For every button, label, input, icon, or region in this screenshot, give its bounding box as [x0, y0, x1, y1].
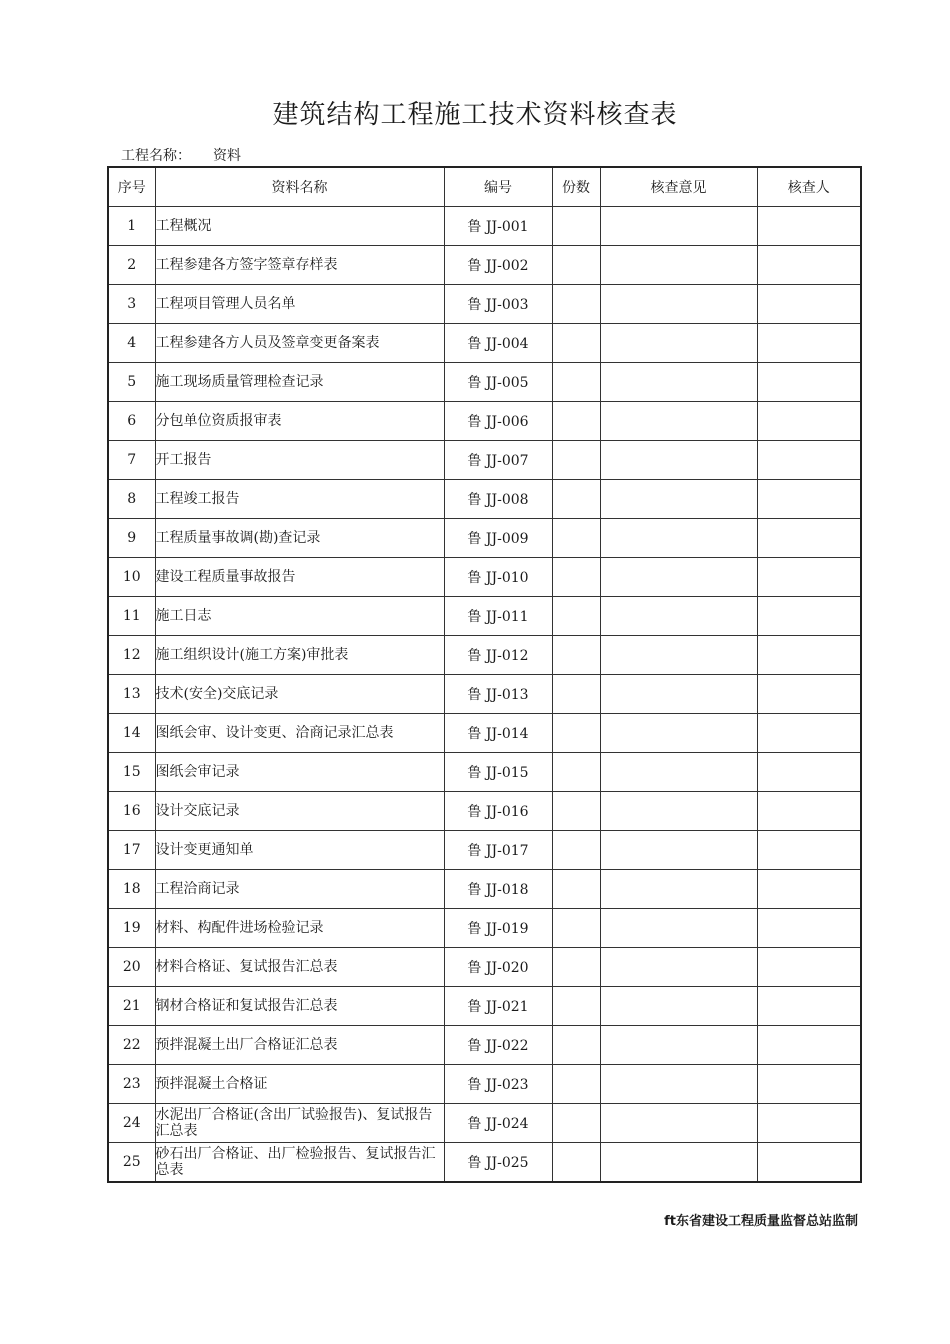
row-copies-cell — [552, 714, 600, 753]
row-opinion-cell — [600, 597, 757, 636]
row-index: 1 — [108, 207, 155, 246]
row-document-code: 鲁 JJ-006 — [444, 402, 552, 441]
row-opinion-cell — [600, 480, 757, 519]
row-document-name: 施工现场质量管理检查记录 — [155, 363, 444, 402]
inspection-table — [107, 166, 862, 1183]
row-document-name: 技术(安全)交底记录 — [155, 675, 444, 714]
row-document-code: 鲁 JJ-019 — [444, 909, 552, 948]
row-document-code: 鲁 JJ-001 — [444, 207, 552, 246]
row-inspector-cell — [757, 480, 861, 519]
row-inspector-cell — [757, 363, 861, 402]
row-inspector-cell — [757, 285, 861, 324]
row-index: 22 — [108, 1026, 155, 1065]
row-index: 9 — [108, 519, 155, 558]
row-document-code: 鲁 JJ-021 — [444, 987, 552, 1026]
table-row — [108, 597, 861, 636]
table-row — [108, 1143, 861, 1183]
row-opinion-cell — [600, 558, 757, 597]
row-copies-cell — [552, 792, 600, 831]
row-inspector-cell — [757, 1104, 861, 1143]
row-document-code: 鲁 JJ-022 — [444, 1026, 552, 1065]
row-document-code: 鲁 JJ-025 — [444, 1143, 552, 1183]
row-copies-cell — [552, 246, 600, 285]
row-opinion-cell — [600, 285, 757, 324]
row-document-name: 钢材合格证和复试报告汇总表 — [155, 987, 444, 1026]
row-document-name: 工程参建各方签字签章存样表 — [155, 246, 444, 285]
project-name-line — [121, 145, 241, 165]
row-opinion-cell — [600, 324, 757, 363]
row-index: 23 — [108, 1065, 155, 1104]
table-row — [108, 831, 861, 870]
row-copies-cell — [552, 480, 600, 519]
row-opinion-cell — [600, 870, 757, 909]
row-document-name: 工程参建各方人员及签章变更备案表 — [155, 324, 444, 363]
row-document-code: 鲁 JJ-015 — [444, 753, 552, 792]
row-copies-cell — [552, 441, 600, 480]
row-index: 16 — [108, 792, 155, 831]
row-document-name: 设计交底记录 — [155, 792, 444, 831]
row-document-name: 分包单位资质报审表 — [155, 402, 444, 441]
table-row — [108, 402, 861, 441]
row-opinion-cell — [600, 636, 757, 675]
row-index: 10 — [108, 558, 155, 597]
row-copies-cell — [552, 753, 600, 792]
row-index: 11 — [108, 597, 155, 636]
table-row — [108, 1104, 861, 1143]
row-index: 7 — [108, 441, 155, 480]
row-opinion-cell — [600, 675, 757, 714]
row-inspector-cell — [757, 597, 861, 636]
row-document-name: 水泥出厂合格证(含出厂试验报告)、复试报告汇总表 — [155, 1104, 444, 1143]
row-index: 19 — [108, 909, 155, 948]
row-copies-cell — [552, 519, 600, 558]
row-inspector-cell — [757, 1065, 861, 1104]
row-opinion-cell — [600, 207, 757, 246]
row-copies-cell — [552, 324, 600, 363]
project-name-value: 资料 — [213, 148, 241, 164]
footer-issuer: ft东省建设工程质量监督总站监制 — [664, 1214, 858, 1229]
row-copies-cell — [552, 948, 600, 987]
row-index: 18 — [108, 870, 155, 909]
row-inspector-cell — [757, 675, 861, 714]
row-opinion-cell — [600, 831, 757, 870]
row-index: 17 — [108, 831, 155, 870]
row-opinion-cell — [600, 441, 757, 480]
row-index: 2 — [108, 246, 155, 285]
row-index: 3 — [108, 285, 155, 324]
table-row — [108, 480, 861, 519]
column-header-code: 编号 — [444, 167, 552, 207]
row-opinion-cell — [600, 987, 757, 1026]
row-document-code: 鲁 JJ-003 — [444, 285, 552, 324]
row-document-name: 材料、构配件进场检验记录 — [155, 909, 444, 948]
table-row — [108, 909, 861, 948]
row-index: 24 — [108, 1104, 155, 1143]
table-row — [108, 207, 861, 246]
row-document-name: 图纸会审、设计变更、洽商记录汇总表 — [155, 714, 444, 753]
row-document-code: 鲁 JJ-012 — [444, 636, 552, 675]
row-document-code: 鲁 JJ-020 — [444, 948, 552, 987]
table-row — [108, 1065, 861, 1104]
row-inspector-cell — [757, 714, 861, 753]
row-document-name: 图纸会审记录 — [155, 753, 444, 792]
table-row — [108, 441, 861, 480]
row-inspector-cell — [757, 441, 861, 480]
table-row — [108, 675, 861, 714]
row-document-code: 鲁 JJ-016 — [444, 792, 552, 831]
row-document-name: 工程质量事故调(勘)查记录 — [155, 519, 444, 558]
row-opinion-cell — [600, 714, 757, 753]
row-copies-cell — [552, 597, 600, 636]
row-inspector-cell — [757, 948, 861, 987]
project-name-label: 工程名称： — [121, 148, 191, 164]
row-copies-cell — [552, 207, 600, 246]
row-document-name: 施工组织设计(施工方案)审批表 — [155, 636, 444, 675]
row-copies-cell — [552, 558, 600, 597]
row-opinion-cell — [600, 246, 757, 285]
row-copies-cell — [552, 285, 600, 324]
row-document-code: 鲁 JJ-018 — [444, 870, 552, 909]
table-row — [108, 324, 861, 363]
row-inspector-cell — [757, 519, 861, 558]
page-title: 建筑结构工程施工技术资料核查表 — [272, 100, 678, 130]
row-opinion-cell — [600, 363, 757, 402]
row-copies-cell — [552, 1143, 600, 1183]
row-index: 4 — [108, 324, 155, 363]
row-document-name: 工程概况 — [155, 207, 444, 246]
row-opinion-cell — [600, 519, 757, 558]
table-row — [108, 714, 861, 753]
row-opinion-cell — [600, 909, 757, 948]
row-opinion-cell — [600, 1026, 757, 1065]
row-index: 5 — [108, 363, 155, 402]
row-document-code: 鲁 JJ-017 — [444, 831, 552, 870]
row-opinion-cell — [600, 948, 757, 987]
row-document-name: 设计变更通知单 — [155, 831, 444, 870]
table-row — [108, 753, 861, 792]
row-document-code: 鲁 JJ-007 — [444, 441, 552, 480]
row-document-code: 鲁 JJ-011 — [444, 597, 552, 636]
row-opinion-cell — [600, 402, 757, 441]
row-document-code: 鲁 JJ-010 — [444, 558, 552, 597]
table-row — [108, 519, 861, 558]
row-document-code: 鲁 JJ-009 — [444, 519, 552, 558]
table-row — [108, 1026, 861, 1065]
row-inspector-cell — [757, 1026, 861, 1065]
row-inspector-cell — [757, 831, 861, 870]
row-copies-cell — [552, 1065, 600, 1104]
row-document-name: 材料合格证、复试报告汇总表 — [155, 948, 444, 987]
row-index: 14 — [108, 714, 155, 753]
row-inspector-cell — [757, 792, 861, 831]
table-row — [108, 246, 861, 285]
row-document-code: 鲁 JJ-013 — [444, 675, 552, 714]
row-opinion-cell — [600, 1104, 757, 1143]
row-document-code: 鲁 JJ-002 — [444, 246, 552, 285]
row-copies-cell — [552, 402, 600, 441]
row-copies-cell — [552, 909, 600, 948]
row-document-code: 鲁 JJ-014 — [444, 714, 552, 753]
row-inspector-cell — [757, 324, 861, 363]
row-inspector-cell — [757, 909, 861, 948]
row-copies-cell — [552, 1104, 600, 1143]
column-header-opinion: 核查意见 — [600, 167, 757, 207]
column-header-copies: 份数 — [552, 167, 600, 207]
table-row — [108, 558, 861, 597]
row-document-name: 开工报告 — [155, 441, 444, 480]
row-document-code: 鲁 JJ-008 — [444, 480, 552, 519]
row-document-code: 鲁 JJ-004 — [444, 324, 552, 363]
row-copies-cell — [552, 1026, 600, 1065]
row-document-name: 预拌混凝土出厂合格证汇总表 — [155, 1026, 444, 1065]
row-opinion-cell — [600, 792, 757, 831]
row-document-name: 建设工程质量事故报告 — [155, 558, 444, 597]
row-inspector-cell — [757, 753, 861, 792]
row-copies-cell — [552, 636, 600, 675]
row-document-name: 工程项目管理人员名单 — [155, 285, 444, 324]
table-row — [108, 363, 861, 402]
row-document-name: 预拌混凝土合格证 — [155, 1065, 444, 1104]
table-row — [108, 948, 861, 987]
row-copies-cell — [552, 870, 600, 909]
row-document-name: 工程竣工报告 — [155, 480, 444, 519]
row-index: 20 — [108, 948, 155, 987]
table-row — [108, 870, 861, 909]
row-inspector-cell — [757, 636, 861, 675]
row-index: 8 — [108, 480, 155, 519]
row-opinion-cell — [600, 753, 757, 792]
row-document-name: 施工日志 — [155, 597, 444, 636]
column-header-index: 序号 — [108, 167, 155, 207]
row-copies-cell — [552, 831, 600, 870]
table-row — [108, 285, 861, 324]
row-document-name: 工程洽商记录 — [155, 870, 444, 909]
row-inspector-cell — [757, 207, 861, 246]
row-document-code: 鲁 JJ-023 — [444, 1065, 552, 1104]
column-header-inspector: 核查人 — [757, 167, 861, 207]
table-row — [108, 987, 861, 1026]
row-inspector-cell — [757, 558, 861, 597]
row-opinion-cell — [600, 1065, 757, 1104]
row-inspector-cell — [757, 246, 861, 285]
table-row — [108, 792, 861, 831]
row-document-name: 砂石出厂合格证、出厂检验报告、复试报告汇总表 — [155, 1143, 444, 1183]
row-document-code: 鲁 JJ-024 — [444, 1104, 552, 1143]
row-copies-cell — [552, 363, 600, 402]
row-copies-cell — [552, 675, 600, 714]
row-index: 13 — [108, 675, 155, 714]
table-row — [108, 636, 861, 675]
row-index: 6 — [108, 402, 155, 441]
row-inspector-cell — [757, 870, 861, 909]
row-inspector-cell — [757, 1143, 861, 1183]
row-document-code: 鲁 JJ-005 — [444, 363, 552, 402]
row-inspector-cell — [757, 402, 861, 441]
table-header-row — [108, 167, 861, 207]
table-body — [108, 207, 861, 1183]
row-index: 21 — [108, 987, 155, 1026]
row-index: 15 — [108, 753, 155, 792]
row-opinion-cell — [600, 1143, 757, 1183]
row-index: 12 — [108, 636, 155, 675]
row-index: 25 — [108, 1143, 155, 1183]
row-copies-cell — [552, 987, 600, 1026]
row-inspector-cell — [757, 987, 861, 1026]
column-header-name: 资料名称 — [155, 167, 444, 207]
